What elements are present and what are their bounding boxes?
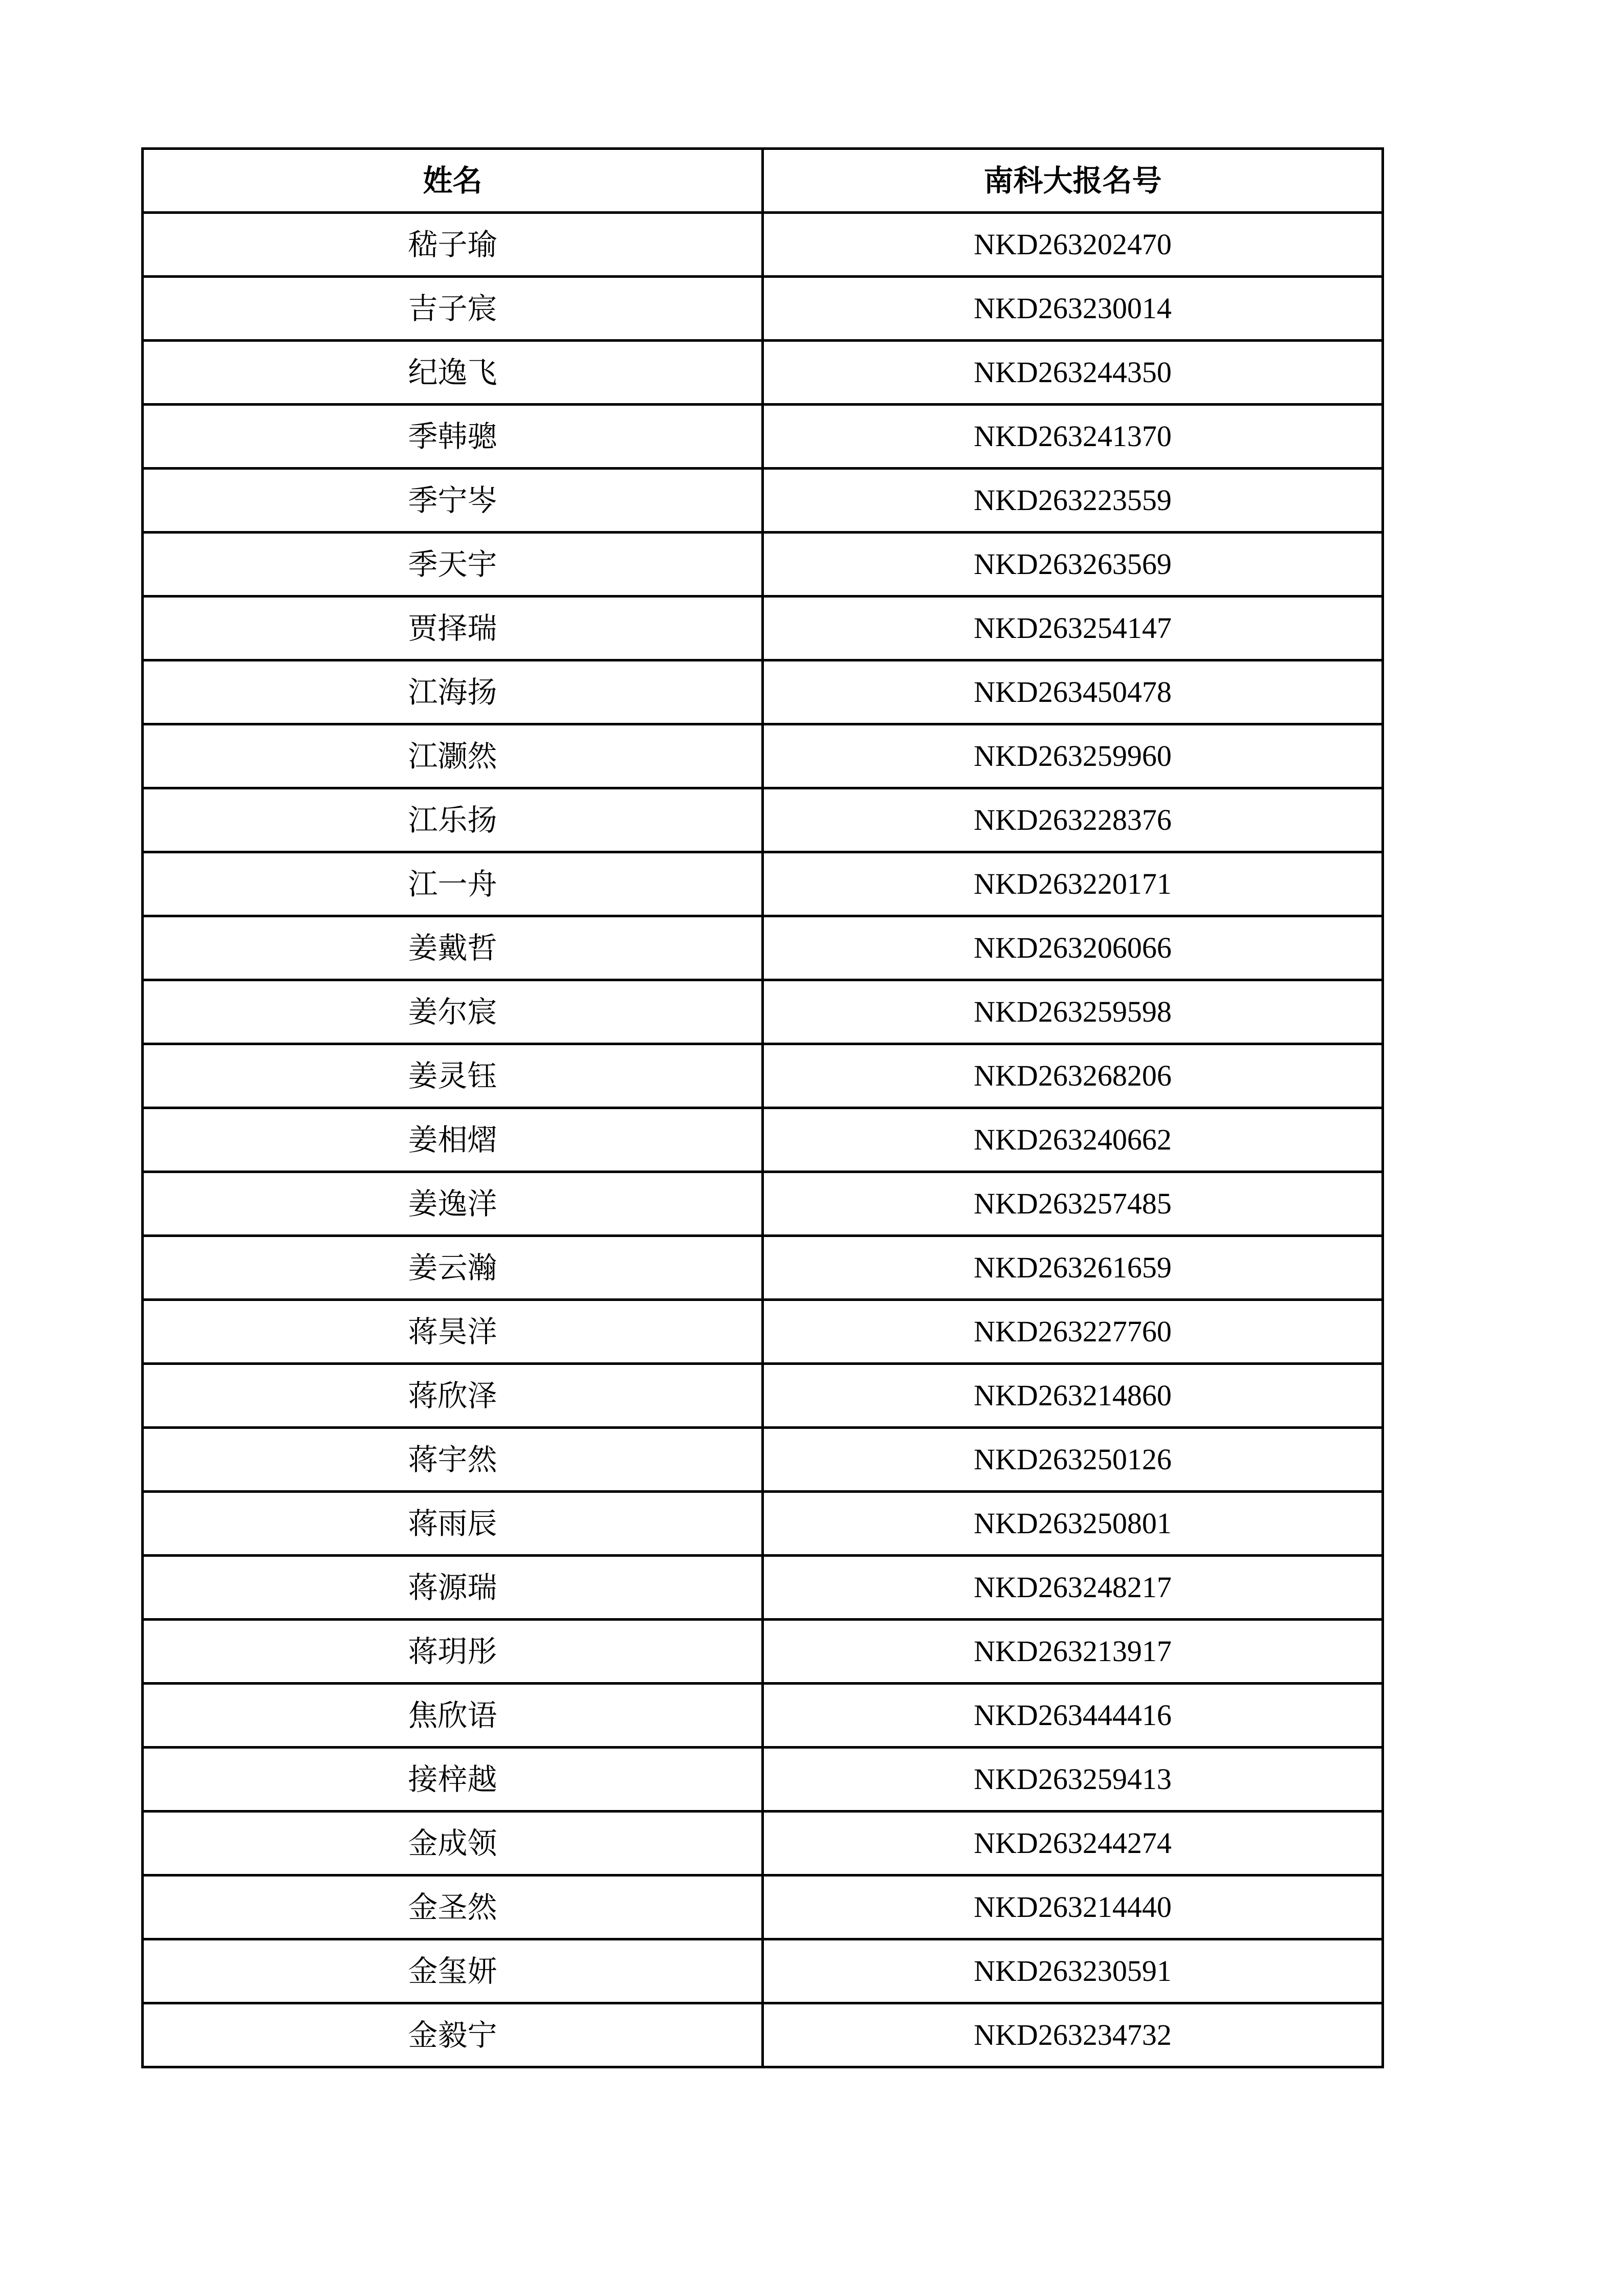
table-row <box>143 2003 1383 2067</box>
registration-number-cell: NKD263250801 <box>763 1492 1383 1556</box>
applicant-name-cell: 江乐扬 <box>143 788 763 852</box>
applicant-name-cell: 金毅宁 <box>143 2003 763 2067</box>
table-row <box>143 1939 1383 2003</box>
table-row <box>143 213 1383 277</box>
table-row <box>143 724 1383 788</box>
applicant-name-cell: 纪逸飞 <box>143 341 763 405</box>
registration-number-cell: NKD263248217 <box>763 1556 1383 1620</box>
applicant-name-cell: 季韩骢 <box>143 405 763 469</box>
registration-number-cell: NKD263244274 <box>763 1812 1383 1875</box>
applicant-name-cell: 蒋雨辰 <box>143 1492 763 1556</box>
table-row <box>143 1812 1383 1875</box>
table-row <box>143 1492 1383 1556</box>
registration-number-cell: NKD263223559 <box>763 469 1383 533</box>
table-row <box>143 597 1383 660</box>
registration-number-cell: NKD263234732 <box>763 2003 1383 2067</box>
applicant-name-cell: 吉子宸 <box>143 277 763 341</box>
registration-number-cell: NKD263213917 <box>763 1620 1383 1684</box>
registration-number-cell: NKD263254147 <box>763 597 1383 660</box>
document-page <box>141 147 1381 2068</box>
registration-number-cell: NKD263257485 <box>763 1172 1383 1236</box>
registration-number-cell: NKD263227760 <box>763 1300 1383 1364</box>
table-row <box>143 1748 1383 1812</box>
registration-number-cell: NKD263263569 <box>763 533 1383 597</box>
applicant-name-cell: 贾择瑞 <box>143 597 763 660</box>
column-header-name: 姓名 <box>143 149 763 213</box>
table-row <box>143 916 1383 980</box>
applicant-name-cell: 季天宇 <box>143 533 763 597</box>
applicant-name-cell: 蒋昊洋 <box>143 1300 763 1364</box>
table-row <box>143 277 1383 341</box>
registration-number-cell: NKD263240662 <box>763 1108 1383 1172</box>
applicant-name-cell: 姜云瀚 <box>143 1236 763 1300</box>
registration-number-cell: NKD263259413 <box>763 1748 1383 1812</box>
table-row <box>143 405 1383 469</box>
table-row <box>143 1108 1383 1172</box>
applicant-name-cell: 姜逸洋 <box>143 1172 763 1236</box>
registration-number-cell: NKD263244350 <box>763 341 1383 405</box>
registration-number-cell: NKD263220171 <box>763 852 1383 916</box>
table-row <box>143 1300 1383 1364</box>
table-row <box>143 1875 1383 1939</box>
applicant-name-cell: 江一舟 <box>143 852 763 916</box>
registration-number-cell: NKD263202470 <box>763 213 1383 277</box>
applicant-name-cell: 焦欣语 <box>143 1684 763 1748</box>
table-row <box>143 1556 1383 1620</box>
applicant-name-cell: 姜灵钰 <box>143 1044 763 1108</box>
table-row <box>143 788 1383 852</box>
registration-number-cell: NKD263259960 <box>763 724 1383 788</box>
registration-number-cell: NKD263241370 <box>763 405 1383 469</box>
table-row <box>143 341 1383 405</box>
table-body <box>143 213 1383 2067</box>
table-row <box>143 1428 1383 1492</box>
applicant-name-cell: 蒋欣泽 <box>143 1364 763 1428</box>
applicant-name-cell: 蒋源瑞 <box>143 1556 763 1620</box>
table-row <box>143 1364 1383 1428</box>
registration-number-cell: NKD263450478 <box>763 660 1383 724</box>
applicant-name-cell: 江灏然 <box>143 724 763 788</box>
applicant-name-cell: 金玺妍 <box>143 1939 763 2003</box>
table-row <box>143 1236 1383 1300</box>
table-row <box>143 852 1383 916</box>
applicant-name-cell: 蒋宇然 <box>143 1428 763 1492</box>
table-header-row <box>143 149 1383 213</box>
applicant-name-cell: 金圣然 <box>143 1875 763 1939</box>
applicant-name-cell: 金成领 <box>143 1812 763 1875</box>
registration-number-cell: NKD263214860 <box>763 1364 1383 1428</box>
table-row <box>143 1044 1383 1108</box>
applicant-name-cell: 接梓越 <box>143 1748 763 1812</box>
registration-number-cell: NKD263268206 <box>763 1044 1383 1108</box>
applicant-name-cell: 江海扬 <box>143 660 763 724</box>
registration-number-cell: NKD263259598 <box>763 980 1383 1044</box>
registration-number-cell: NKD263230014 <box>763 277 1383 341</box>
table-row <box>143 1620 1383 1684</box>
column-header-registration-number: 南科大报名号 <box>763 149 1383 213</box>
applicant-name-cell: 姜相熠 <box>143 1108 763 1172</box>
applicant-name-cell: 蒋玥彤 <box>143 1620 763 1684</box>
table-row <box>143 660 1383 724</box>
table-row <box>143 469 1383 533</box>
table-row <box>143 1684 1383 1748</box>
table-row <box>143 980 1383 1044</box>
applicant-name-cell: 姜尔宸 <box>143 980 763 1044</box>
applicant-name-cell: 季宁岑 <box>143 469 763 533</box>
registration-number-cell: NKD263230591 <box>763 1939 1383 2003</box>
registration-number-cell: NKD263250126 <box>763 1428 1383 1492</box>
applicant-name-cell: 姜戴哲 <box>143 916 763 980</box>
applicant-table <box>141 147 1384 2068</box>
registration-number-cell: NKD263228376 <box>763 788 1383 852</box>
registration-number-cell: NKD263206066 <box>763 916 1383 980</box>
registration-number-cell: NKD263261659 <box>763 1236 1383 1300</box>
table-row <box>143 533 1383 597</box>
registration-number-cell: NKD263444416 <box>763 1684 1383 1748</box>
applicant-name-cell: 嵇子瑜 <box>143 213 763 277</box>
table-row <box>143 1172 1383 1236</box>
registration-number-cell: NKD263214440 <box>763 1875 1383 1939</box>
